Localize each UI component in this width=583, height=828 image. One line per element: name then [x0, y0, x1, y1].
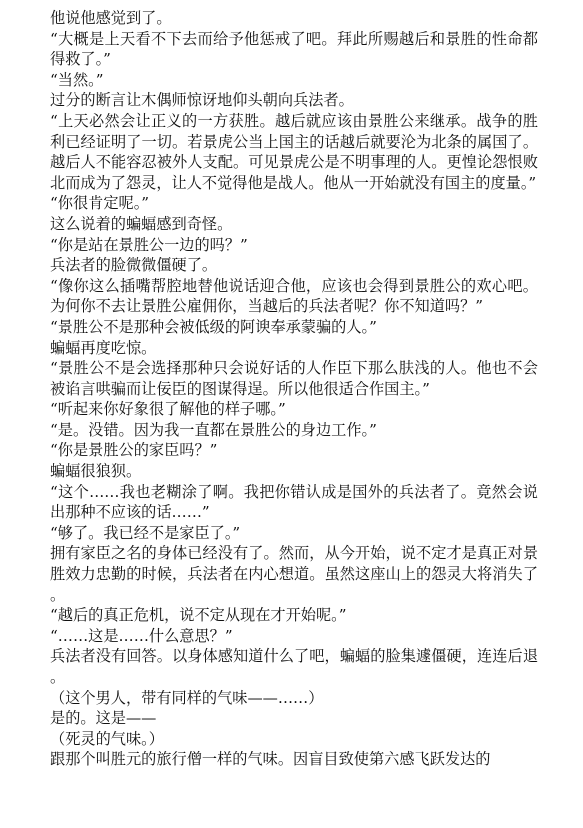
paragraph-16: “你是景胜公的家臣吗？”	[50, 441, 218, 460]
paragraph-22: “……这是……什么意思？”	[50, 626, 233, 645]
paragraph-20: 拥有家臣之名的身体已经没有了。然而，从今开始，说不定才是真正对景胜效力忠勤的时候，兵法者在内心想道。虽然这座山上的怨灵大将消失了。	[50, 544, 538, 604]
paragraph-10: “像你这么插嘴帮腔地替他说话迎合他，应该也会得到景胜公的欢心吧。为何你不去让景胜公雇佣你，当越后的兵法者呢？你不知道吗？”	[50, 276, 538, 316]
paragraph-11: “景胜公不是那种会被低级的阿谀奉承蒙骗的人。”	[50, 317, 377, 336]
paragraph-19: “够了。我已经不是家臣了。”	[50, 523, 241, 542]
paragraph-7: 这么说着的蝙蝠感到奇怪。	[50, 214, 233, 233]
paragraph-6: “你很肯定呢。”	[50, 194, 150, 213]
paragraph-24: （这个男人，带有同样的气味——……）	[50, 688, 324, 707]
paragraph-13: “景胜公不是会选择那种只会说好话的人作臣下那么肤浅的人。他也不会被谄言哄骗而让佞臣的图谋得逞。所以他很适合作国主。”	[50, 359, 538, 398]
paragraph-2: “大概是上天看不下去而给予他惩戒了吧。拜此所赐越后和景胜的性命都得救了。”	[50, 29, 538, 69]
paragraph-27: 跟那个叫胜元的旅行僧一样的气味。因盲目致使第六感飞跃发达的	[50, 750, 491, 769]
paragraph-18: “这个……我也老糊涂了啊。我把你错认成是国外的兵法者了。竟然会说出那种不应该的话……”	[50, 482, 538, 522]
paragraph-15: “是。没错。因为我一直都在景胜公的身边工作。”	[50, 420, 377, 439]
paragraph-1: 他说他感觉到了。	[50, 9, 172, 27]
paragraph-26: （死灵的气味。）	[50, 729, 164, 748]
paragraph-21: “越后的真正危机，说不定从现在才开始呢。”	[50, 606, 347, 625]
paragraph-8: “你是站在景胜公一边的吗？”	[50, 235, 248, 254]
paragraph-25: 是的。这是——	[50, 709, 157, 728]
novel-page	[50, 0, 538, 770]
paragraph-5: “上天必然会让正义的一方获胜。越后就应该由景胜公来继承。战争的胜利已经证明了一切。若景虎公当上国主的话越后就要沦为北条的属国了。越后人不能容忍被外人支配。可见景虎公是不明事理的人。更惶论怨恨败北而成为了怨灵，让人不觉得他是战人。他从一开始就没有国主的度量。”	[50, 111, 538, 192]
paragraph-3: “当然。”	[50, 70, 104, 89]
paragraph-17: 蝙蝠很狼狈。	[50, 462, 142, 481]
paragraph-12: 蝙蝠再度吃惊。	[50, 338, 157, 357]
paragraph-4: 过分的断言让木偶师惊讶地仰头朝向兵法者。	[50, 91, 354, 110]
paragraph-14: “听起来你好象很了解他的样子哪。”	[50, 400, 286, 419]
paragraph-9: 兵法者的脸微微僵硬了。	[50, 256, 218, 275]
paragraph-23: 兵法者没有回答。以身体感知道什么了吧，蝙蝠的脸集遽僵硬，连连后退。	[50, 647, 538, 686]
